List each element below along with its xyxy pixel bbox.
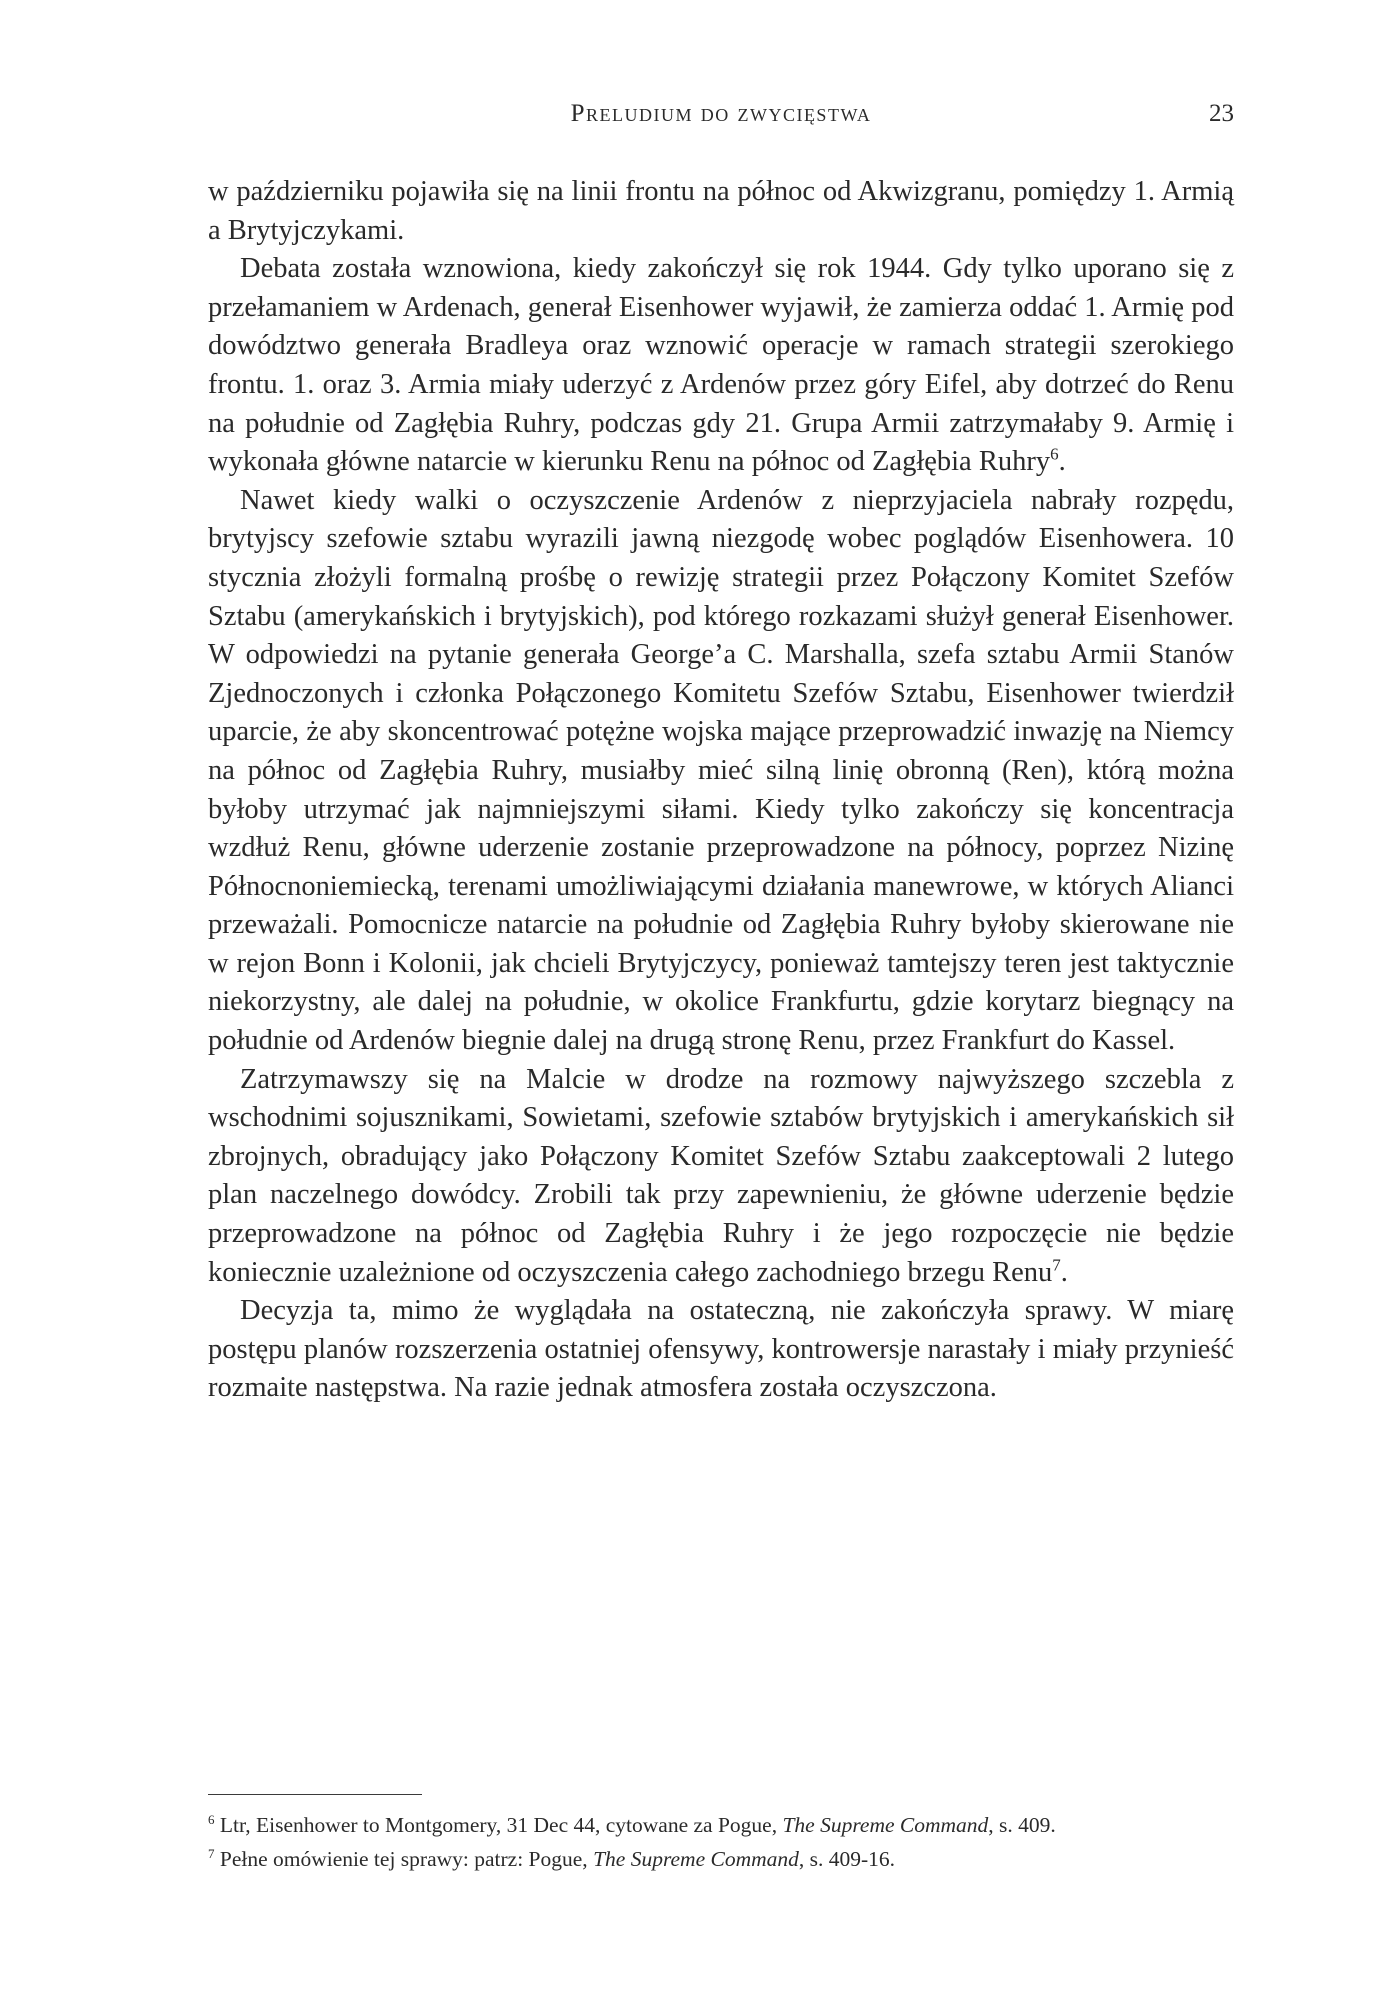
paragraph-5-text: Decyzja ta, mimo że wyglądała na ostateczną, nie zakończyła sprawy. W miarę postępu planów rozszerzenia ostatniej ofensywy, kontrowersje narastały i miały przynieść rozmaite następstwa. Na razie jednak atmosfera została oczyszczona. xyxy=(208,1295,1234,1404)
paragraph-2-text: Debata została wznowiona, kiedy zakończył się rok 1944. Gdy tylko uporano się z przełamaniem w Ardenach, generał Eisenhower wyjawił, że zamierza oddać 1. Armię pod dowództwo generała Bradleya oraz wznowić operacje w ramach strategii szerokiego frontu. 1. oraz 3. Armia miały uderzyć z Ardenów przez góry Eifel, aby dotrzeć do Renu na południe od Zagłębia Ruhry, podczas gdy 21. Grupa Armii zatrzymałaby 9. Armię i wykonała główne natarcie w kierunku Renu na północ od Zagłębia Ruhry xyxy=(208,253,1234,478)
paragraph-3-text: Nawet kiedy walki o oczyszczenie Ardenów z nieprzyjaciela nabrały rozpędu, brytyjscy szefowie sztabu wyrazili jawną niezgodę wobec poglądów Eisenhowera. 10 stycznia złożyli formalną prośbę o rewizję strategii przez Połączony Komitet Szefów Sztabu (amerykańskich i brytyjskich), pod którego rozkazami służył generał Eisenhower. W odpowiedzi na pytanie generała George’a C. Marshalla, szefa sztabu Armii Stanów Zjednoczonych i członka Połączonego Komitetu Szefów Sztabu, Eisenhower twierdził uparcie, że aby skoncentrować potężne wojska mające przeprowadzić inwazję na Niemcy na północ od Zagłębia Ruhry, musiałby mieć silną linię obronną (Ren), którą można byłoby utrzymać jak najmniejszymi siłami. Kiedy tylko zakończy się koncentracja wzdłuż Renu, główne uderzenie zostanie przeprowadzone na północy, poprzez Nizinę Północnoniemiecką, terenami umożliwiającymi działania manewrowe, w których Alianci przeważali. Pomocnicze natarcie na południe od Zagłębia Ruhry byłoby skierowane nie w rejon Bonn i Kolonii, jak chcieli Brytyjczycy, ponieważ tamtejszy teren jest taktycznie niekorzystny, ale dalej na południe, w okolice Frankfurtu, gdzie korytarz biegnący na południe od Ardenów biegnie dalej na drugą stronę Renu, przez Frankfurt do Kassel. xyxy=(208,484,1234,1057)
body-text xyxy=(208,173,1234,1408)
footnote-ref-7[interactable]: 7 xyxy=(1052,1255,1061,1275)
footnote-book-title: The Supreme Command xyxy=(782,1813,989,1837)
footnote-text: Ltr, Eisenhower to Montgomery, 31 Dec 44, cytowane za Pogue, xyxy=(219,1813,783,1837)
paragraph-5 xyxy=(208,1292,1234,1408)
footnote-book-title: The Supreme Command xyxy=(593,1847,799,1871)
footnote-6 xyxy=(208,1808,1234,1842)
paragraph-1-text: w październiku pojawiła się na linii frontu na północ od Akwizgranu, pomiędzy 1. Armią a Brytyjczykami. xyxy=(208,176,1234,246)
running-head xyxy=(208,100,1234,140)
footnote-divider xyxy=(208,1794,422,1795)
paragraph-4 xyxy=(208,1061,1234,1293)
footnote-7 xyxy=(208,1842,1234,1876)
page-number: 23 xyxy=(1209,100,1234,127)
footnotes xyxy=(208,1808,1234,1876)
paragraph-2-end: . xyxy=(1058,446,1066,478)
footnote-text-end: , s. 409. xyxy=(988,1813,1056,1837)
footnote-text-end: , s. 409-16. xyxy=(798,1847,896,1871)
footnote-text: Pełne omówienie tej sprawy: patrz: Pogue, xyxy=(219,1847,594,1871)
paragraph-4-end: . xyxy=(1060,1256,1068,1288)
footnote-number: 6 xyxy=(208,1811,215,1827)
paragraph-2 xyxy=(208,250,1234,482)
paragraph-4-text: Zatrzymawszy się na Malcie w drodze na rozmowy najwyższego szczebla z wschodnimi sojusznikami, Sowietami, szefowie sztabów brytyjskich i amerykańskich sił zbrojnych, obradujący jako Połączony Komitet Szefów Sztabu zaakceptowali 2 lutego plan naczelnego dowódcy. Zrobili tak przy zapewnieniu, że główne uderzenie będzie przeprowadzone na północ od Zagłębia Ruhry i że jego rozpoczęcie nie będzie koniecznie uzależnione od oczyszczenia całego zachodniego brzegu Renu xyxy=(208,1063,1234,1288)
paragraph-1 xyxy=(208,173,1234,250)
paragraph-3 xyxy=(208,482,1234,1061)
running-title: Preludium do zwycięstwa xyxy=(570,100,872,127)
footnote-number: 7 xyxy=(208,1845,215,1861)
footnote-ref-6[interactable]: 6 xyxy=(1050,444,1059,464)
